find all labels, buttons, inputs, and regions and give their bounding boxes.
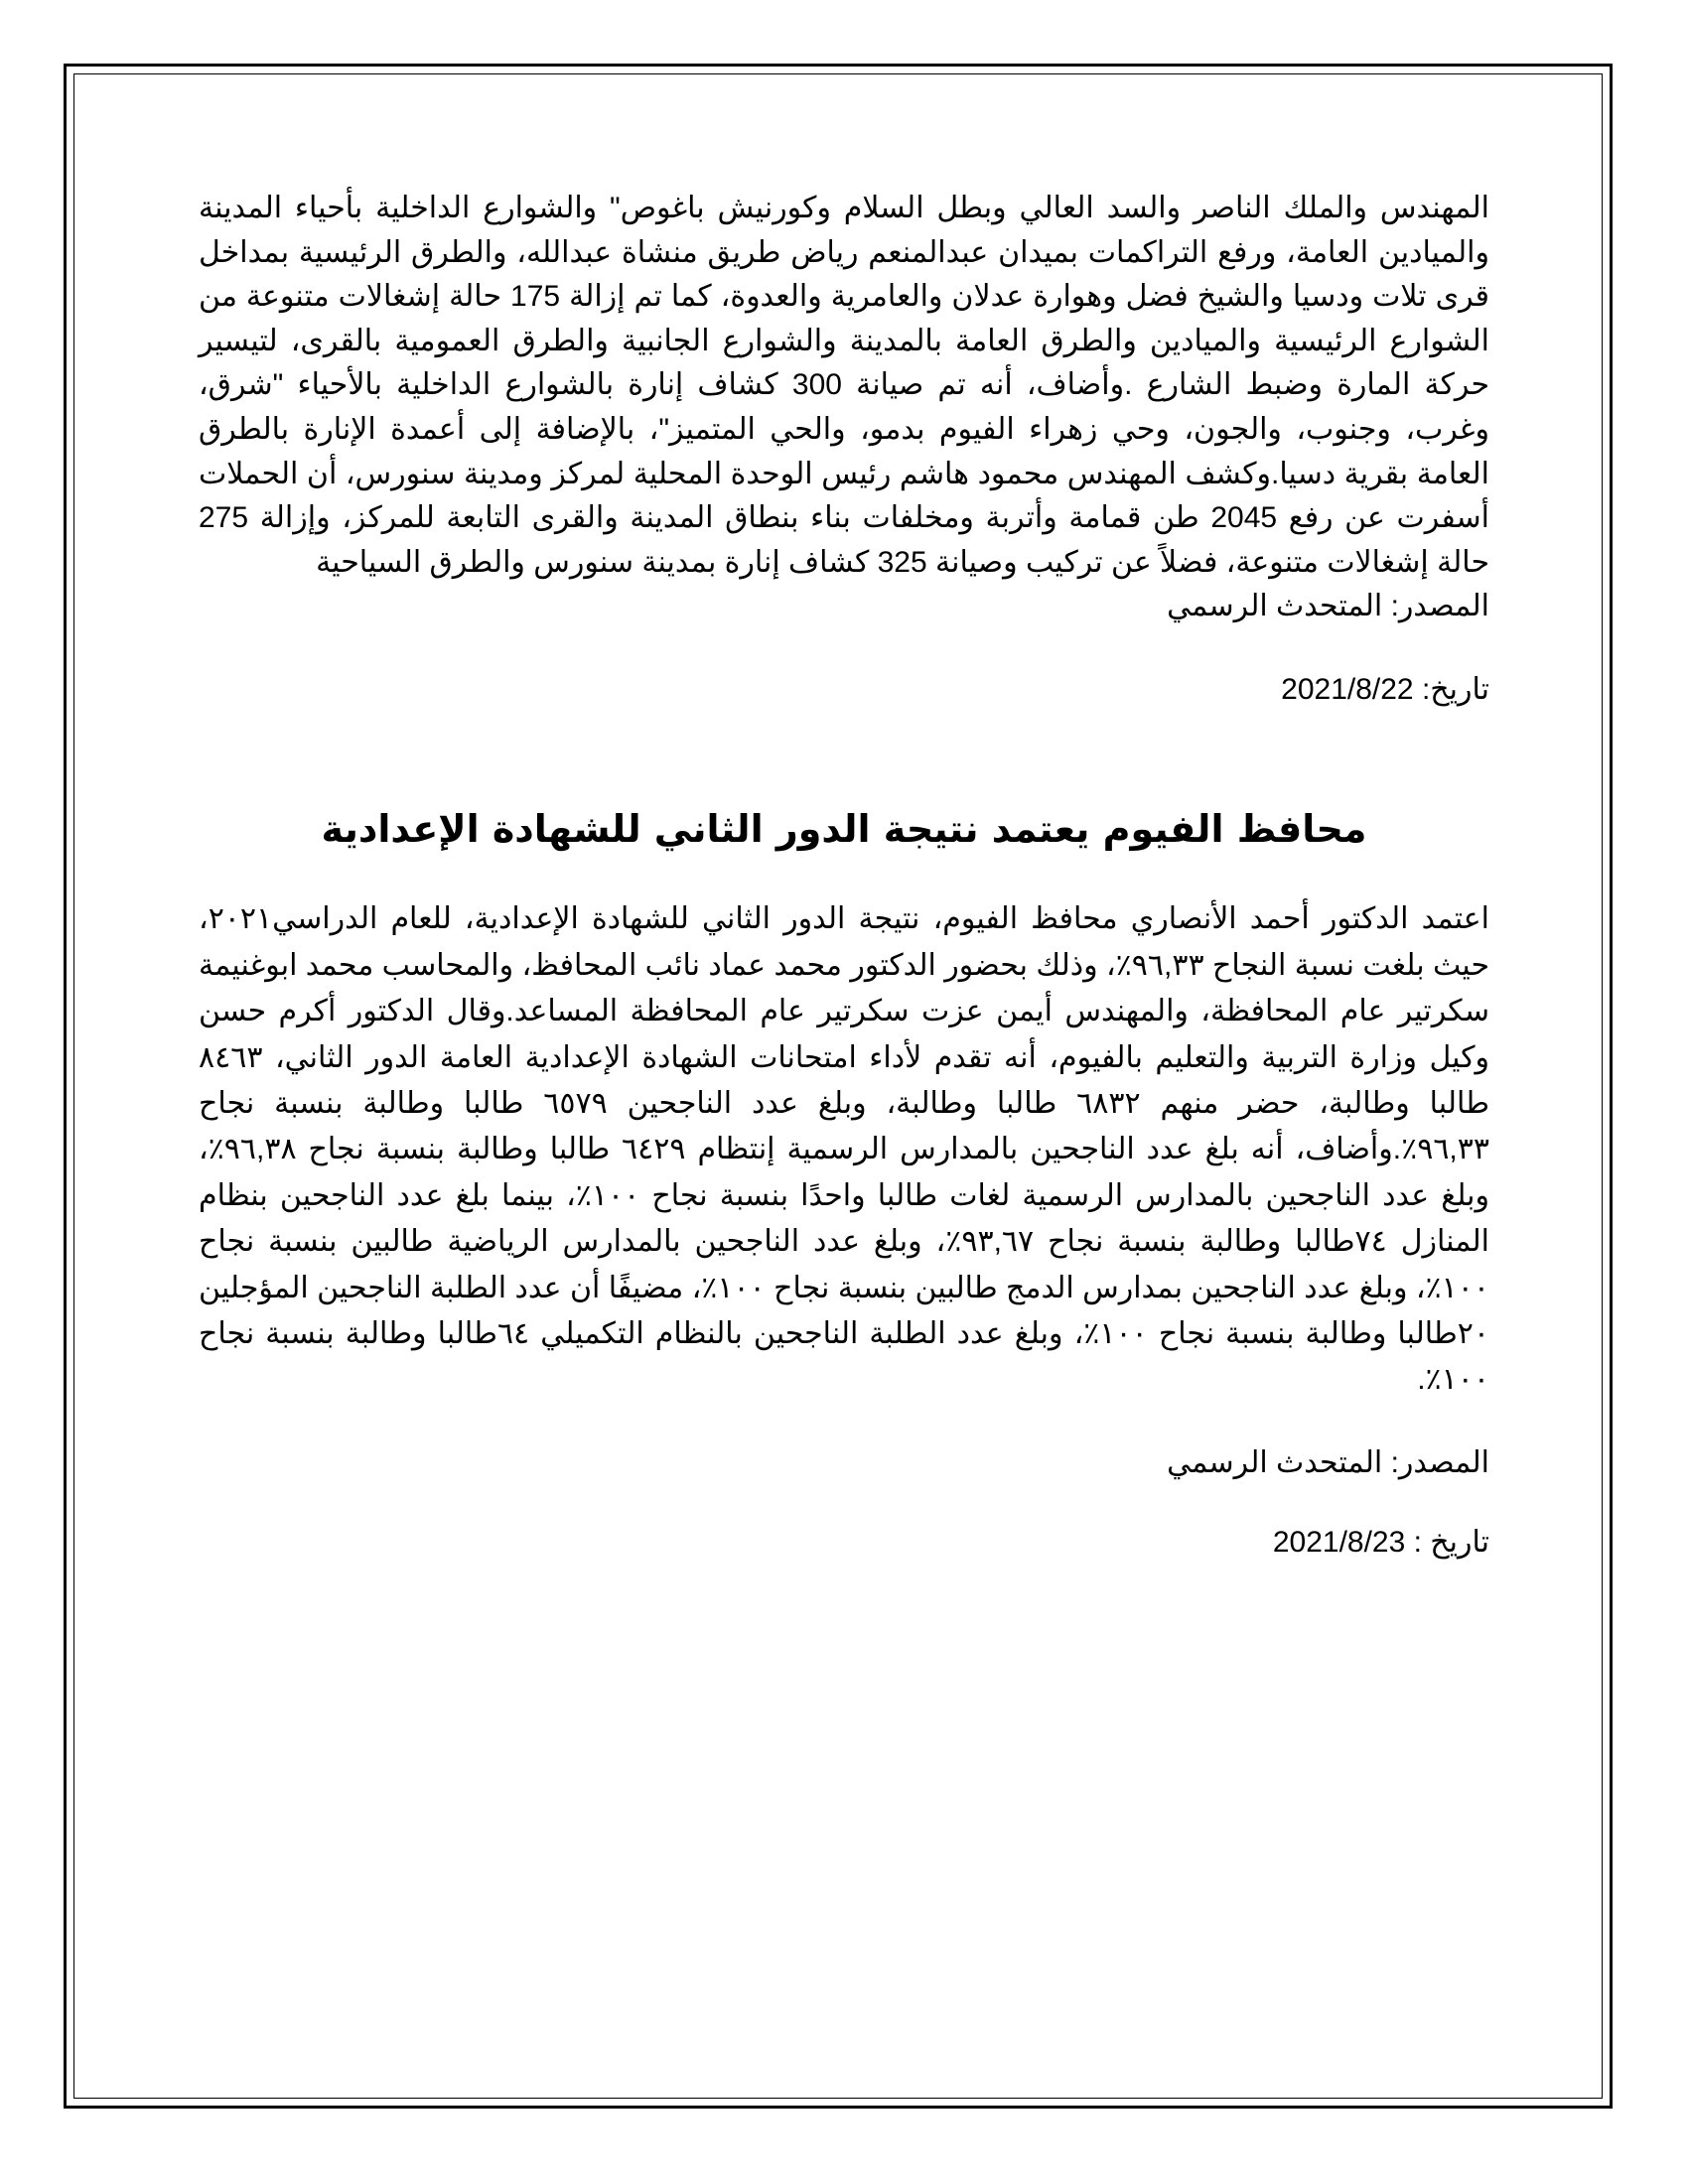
article2-source: المصدر: المتحدث الرسمي bbox=[1167, 1445, 1489, 1479]
article1-date: تاريخ: 2021/8/22 bbox=[1281, 673, 1489, 707]
document-content bbox=[199, 187, 1489, 1565]
article2-body: اعتمد الدكتور أحمد الأنصاري محافظ الفيوم، نتيجة الدور الثاني للشهادة الإعدادية، للعام الدراسي٢٠٢١، حيث بلغت نسبة النجاح ٩٦,٣٣٪، وذلك بحضور الدكتور محمد عماد نائب المحافظ، والمحاسب محمد ابوغنيمة سكرتير عام المحافظة، والمهندس أيمن عزت سكرتير عام المحافظة المساعد.وقال الدكتور أكرم حسن وكيل وزارة التربية والتعليم بالفيوم، أنه تقدم لأداء امتحانات الشهادة الإعدادية العامة الدور الثاني، ٨٤٦٣ طالبا وطالبة، حضر منهم ٦٨٣٢ طالبا وطالبة، وبلغ عدد الناجحين ٦٥٧٩ طالبا وطالبة بنسبة نجاح ٩٦,٣٣٪.وأضاف، أنه بلغ عدد الناجحين بالمدارس الرسمية إنتظام ٦٤٢٩ طالبا وطالبة بنسبة نجاح ٩٦,٣٨٪، وبلغ عدد الناجحين بالمدارس الرسمية لغات طالبا واحدًا بنسبة نجاح ١٠٠٪، بينما بلغ عدد الناجحين بنظام المنازل ٧٤طالبا وطالبة بنسبة نجاح ٩٣,٦٧٪، وبلغ عدد الناجحين بالمدارس الرياضية طالبين بنسبة نجاح ١٠٠٪، وبلغ عدد الناجحين بمدارس الدمج طالبين بنسبة نجاح ١٠٠٪، مضيفًا أن عدد الطلبة الناجحين المؤجلين ٢٠طالبا وطالبة بنسبة نجاح ١٠٠٪، وبلغ عدد الطلبة الناجحين بالنظام التكميلي ٦٤طالبا وطالبة بنسبة نجاح ١٠٠٪. bbox=[199, 902, 1490, 1397]
article2-headline: محافظ الفيوم يعتمد نتيجة الدور الثاني للشهادة الإعدادية bbox=[321, 807, 1367, 852]
article1-body: المهندس والملك الناصر والسد العالي وبطل السلام وكورنيش باغوص" والشوارع الداخلية بأحياء المدينة والميادين العامة، ورفع التراكمات بميدان عبدالمنعم رياض طريق منشاة عبدالله، والطرق الرئيسية بمداخل قرى تلات ودسيا والشيخ فضل وهوارة عدلان والعامرية والعدوة، كما تم إزالة 175 حالة إشغالات متنوعة من الشوارع الرئيسية والميادين والطرق العامة بالمدينة والشوارع الجانبية والطرق العمومية بالقرى، لتيسير حركة المارة وضبط الشارع .وأضاف، أنه تم صيانة 300 كشاف إنارة بالشوارع الداخلية بالأحياء "شرق، وغرب، وجنوب، والجون، وحي زهراء الفيوم بدمو، والحي المتميز"، بالإضافة إلى أعمدة الإنارة بالطرق العامة بقرية دسيا.وكشف المهندس محمود هاشم رئيس الوحدة المحلية لمركز ومدينة سنورس، أن الحملات أسفرت عن رفع 2045 طن قمامة وأتربة ومخلفات بناء بنطاق المدينة والقرى التابعة للمركز، وإزالة 275 حالة إشغالات متنوعة، فضلاً عن تركيب وصيانة 325 كشاف إنارة بمدينة سنورس والطرق السياحية bbox=[199, 192, 1489, 579]
article2-date: تاريخ : 2021/8/23 bbox=[1272, 1525, 1489, 1559]
article1-source: المصدر: المتحدث الرسمي bbox=[1167, 590, 1489, 623]
